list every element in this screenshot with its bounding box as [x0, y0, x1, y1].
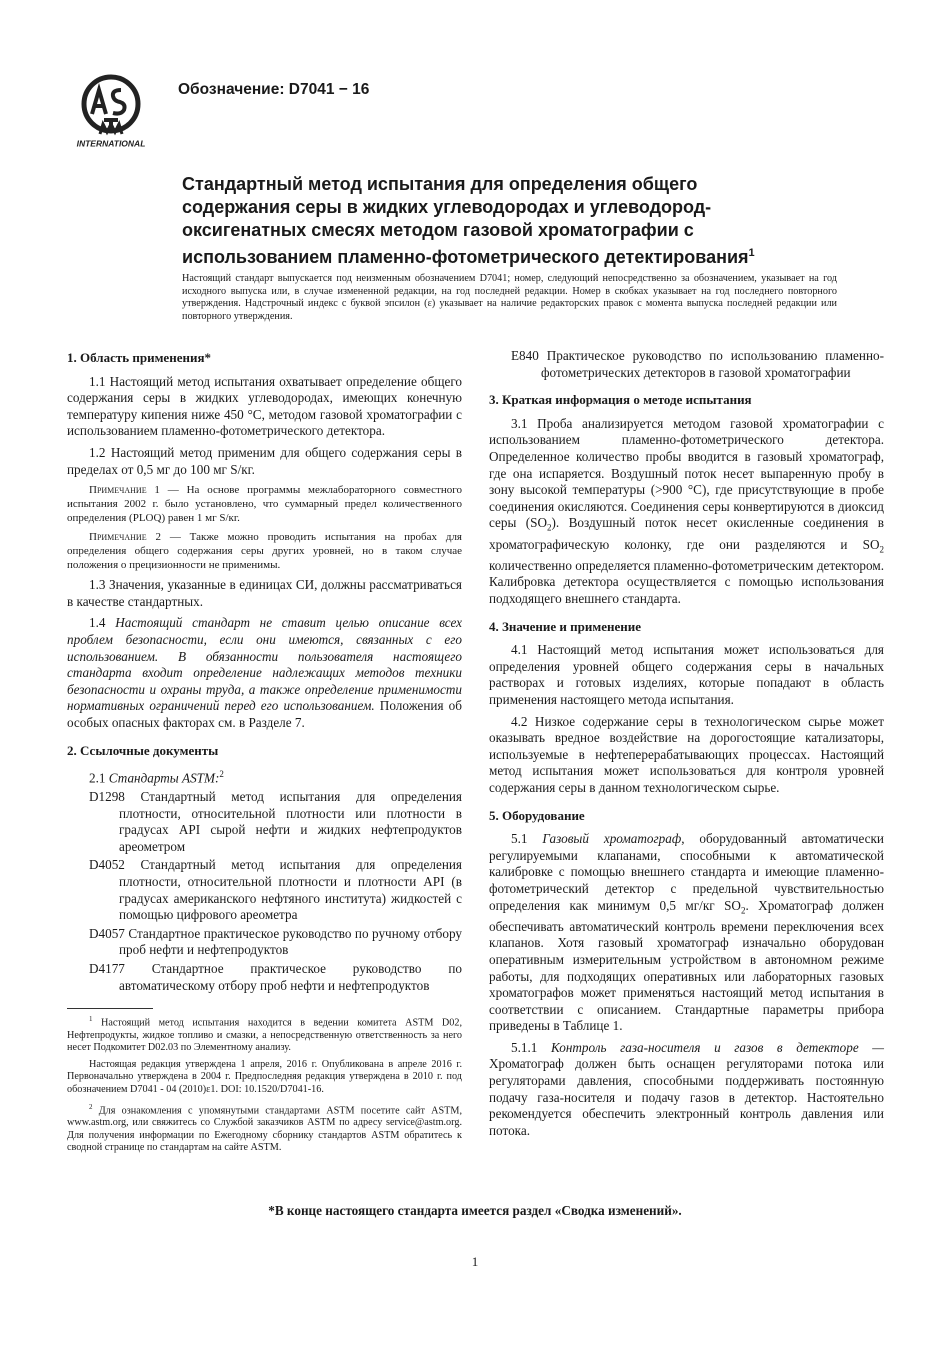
paragraph-4-2: 4.2 Низкое содержание серы в технологическом сырье может оказывать вредное воздействие на дорогостоящие катализаторы, используемые в нефтеперерабатывающих процессах. Настоящий метод испытания может использоваться для контроля уровней содержания серы в данном технологическом сырье.: [489, 713, 884, 795]
footnote-text: Для ознакомления с упомянутыми стандартами ASTM посетите сайт ASTM, www.astm.org, или свяжитесь со Службой заказчиков ASTM по адресу service@astm.org. Для получения информации по Ежегодному сборнику стандартов ASTM обратитесь к сводной странице по стандартам на сайте ASTM.: [67, 1105, 462, 1153]
note-text: — Также можно проводить испытания на пробах для определения общего содержания серы других уровней, но в таком случае положения о прецизионности не применимы.: [67, 531, 462, 572]
page-number: 1: [471, 1254, 479, 1269]
paragraph-text: 3.1 Проба анализируется методом газовой хроматографии с использованием пламенно-фотометрического детектора. Определенное количество пробы вводится в газовый хроматограф, где она испаряется. Воздушный поток несет выпаренную пробу в зону высокой температуры (>900 °C), где присутствующие в пробе соединения окисляются. Соединения серы конвертируются в диоксид серы (SO: [489, 415, 884, 531]
footnote-mark: 2: [89, 1102, 93, 1111]
paragraph-text: Хроматограф должен быть оснащен регуляторами потока или регуляторами давления, способными поддерживать постоянную подачу газа-носителя и подачу газов в детектор. Настоятельно рекомендуется обеспечить электронный контроль давления или потока.: [489, 1056, 884, 1138]
paragraph-number: 5.1: [511, 831, 543, 847]
paragraph-1-4: [67, 615, 462, 731]
note-text: — На основе программы межлабораторного совместного испытания 2002 г. было установлено, что суммарный предел количественного определения (PLOQ) равен 1 мг S/кг.: [67, 484, 462, 525]
section-heading-referenced-documents: 2. Ссылочные документы: [67, 742, 219, 758]
note-label: Примечание 2: [89, 531, 161, 544]
term-gas-chromatograph: Газовый хроматограф: [542, 831, 682, 847]
section-heading-summary: 3. Краткая информация о методе испытания: [489, 392, 752, 408]
paragraph-text: Положения об особых опасных факторах см. в Разделе 7.: [67, 698, 462, 730]
left-column: [67, 348, 462, 1159]
paragraph-number: 1.4: [89, 615, 116, 631]
section-heading-scope: 1. Область применения*: [67, 350, 211, 365]
paragraph-4-1: 4.1 Настоящий метод испытания может использоваться для определения уровней общего содержания серы в начальных растворах и готовых изделиях, которые попадают в область применения настоящего метода испытания.: [489, 642, 884, 707]
astm-standards-label: Стандарты ASTM:: [108, 770, 220, 786]
section-heading-significance: 4. Значение и применение: [489, 618, 642, 634]
title-line-text: использованием пламенно-фотометрического детектирования: [182, 247, 749, 267]
title-line: оксигенатных смесях методом газовой хроматографии с: [182, 220, 694, 240]
reference-item: D1298 Стандартный метод испытания для определения плотности, относительной плотности или плотности в градусах API сырой нефти и жидких нефтепродуктов ареометром: [89, 789, 462, 854]
issued-under-note: Настоящий стандарт выпускается под неизменным обозначением D7041; номер, следующий непосредственно за обозначением, указывает на год исходного выпуска или, в случае измененной редакции, на год последней редакции. Номер в скобках указывает на год последнего повторного утверждения. Надстрочный индекс с буквой эпсилон (ε) указывает на наличие редакторских правок с момента выпуска последней редакции или повторного утверждения.: [182, 273, 837, 322]
paragraph-1-1: 1.1 Настоящий метод испытания охватывает определение общего содержания серы в жидких углеводородах, имеющих конечную температуру кипения ниже 450 °C, методом газовой хроматографии с использованием пламенно-фотометрического детектора.: [67, 373, 462, 439]
footnote-mark: 2: [219, 769, 224, 780]
footnote-divider: [67, 1008, 153, 1009]
document-title: [182, 173, 822, 269]
title-line: [182, 242, 822, 269]
title-line: содержания серы в жидких углеводородах и углеводород-: [182, 197, 712, 217]
footnote-1: [67, 1013, 462, 1054]
reference-item: E840 Практическое руководство по использованию пламенно-фотометрических детекторов в газовой хроматографии: [511, 348, 884, 380]
reference-item: D4177 Стандартное практическое руководство по автоматическому отбору проб нефти и нефтепродуктов: [89, 961, 462, 993]
paragraph-number: 5.1.1: [511, 1039, 551, 1055]
astm-logo-icon: [66, 74, 156, 150]
reference-list-continued: [511, 348, 884, 381]
reference-list: [89, 789, 462, 994]
paragraph-text: , оборудованный автоматически регулируемыми клапанами, способными к автоматической калибровке с помощью внешнего стандарта и имеющие пламенно-фотометрический детектор с предельной чувствительностью определения как минимум 0,5 мг/кг SO: [489, 831, 884, 913]
footnote-2: [67, 1101, 462, 1154]
subscript: 2: [879, 544, 884, 555]
title-footnote-mark: 1: [748, 247, 755, 259]
paragraph-number: 2.1: [89, 770, 109, 786]
footnote-text: Настоящий метод испытания находится в ведении комитета ASTM D02, Нефтепродукты, жидкое топливо и смазки, а непосредственную ответственность за него несет Подкомитет D02.03 по Элементному анализу.: [67, 1017, 462, 1053]
note-2: [67, 530, 462, 572]
paragraph-text: ). Воздушный поток несет окисленные соединения в хроматографическую колонку, где они разделяются и SO: [489, 515, 884, 552]
term-carrier-gas-control: Контроль газа-носителя и газов в детекторе —: [550, 1039, 884, 1055]
reference-item: D4057 Стандартное практическое руководство по ручному отбору проб нефти и нефтепродуктов: [89, 925, 462, 958]
subscript: 2: [547, 522, 552, 533]
paragraph-1-3: 1.3 Значения, указанные в единицах СИ, должны рассматриваться в качестве стандартных.: [67, 577, 462, 609]
footnote-mark: 1: [89, 1015, 93, 1024]
paragraph-text: количественно определяется пламенно-фотометрическим детектором. Калибровка детектора осуществляется с помощью использования подходящего внешнего стандарта.: [489, 557, 884, 606]
summary-of-changes-notice: *В конце настоящего стандарта имеется раздел «Сводка изменений».: [268, 1203, 682, 1218]
paragraph-5-1-1: [489, 1040, 884, 1140]
reference-item: D4052 Стандартный метод испытания для определения плотности, относительной плотности и плотности API (в градусах американского нефтяного института) жидкостей с помощью цифрового ареометра: [89, 857, 462, 923]
footnote-1-edition: Настоящая редакция утверждена 1 апреля, 2016 г. Опубликована в апреле 2016 г. Первоначально утверждена в 2004 г. Предпоследняя редакция утверждена в 2010 г. под обозначением D7041 - 04 (2010)ε1. DOI: 10.1520/D7041-16.: [67, 1059, 462, 1095]
paragraph-2-1: [67, 766, 462, 787]
paragraph-3-1: [489, 416, 884, 608]
svg-text:INTERNATIONAL: INTERNATIONAL: [76, 138, 146, 149]
note-label: Примечание 1: [89, 484, 160, 497]
safety-statement: Настоящий стандарт не ставит целью описание всех проблем безопасности, если они имеются, связанных с его использованием. В обязанности пользователя настоящего стандарта входит определение надлежащих методов техники безопасности и охраны труда, а также определение применимости нормативных ограничений перед его использованием.: [67, 615, 463, 714]
astm-logo: [66, 74, 156, 150]
right-column: [489, 348, 884, 1144]
paragraph-5-1: [489, 831, 884, 1035]
standard-designation: Обозначение: D7041 − 16: [178, 81, 370, 98]
paragraph-text: . Хроматограф должен обеспечивать автоматический контроль времени переключения всех клапанов. Хотя газовый хроматограф изначально оборудован оперативным измерительным устройством в автономном режиме работы, для подходящих оперативных или лабораторных газовых хроматографов может применяться настоящий метод испытания в соответствии с описанием. Стандартные параметры прибора приведены в Таблице 1.: [489, 897, 884, 1034]
subscript: 2: [740, 905, 746, 916]
section-heading-apparatus: 5. Оборудование: [489, 807, 585, 823]
note-1: [67, 483, 462, 525]
paragraph-1-2: 1.2 Настоящий метод применим для общего содержания серы в пределах от 0,5 мг до 100 мг S/кг.: [67, 444, 462, 477]
title-line: Стандартный метод испытания для определения общего: [182, 174, 698, 194]
